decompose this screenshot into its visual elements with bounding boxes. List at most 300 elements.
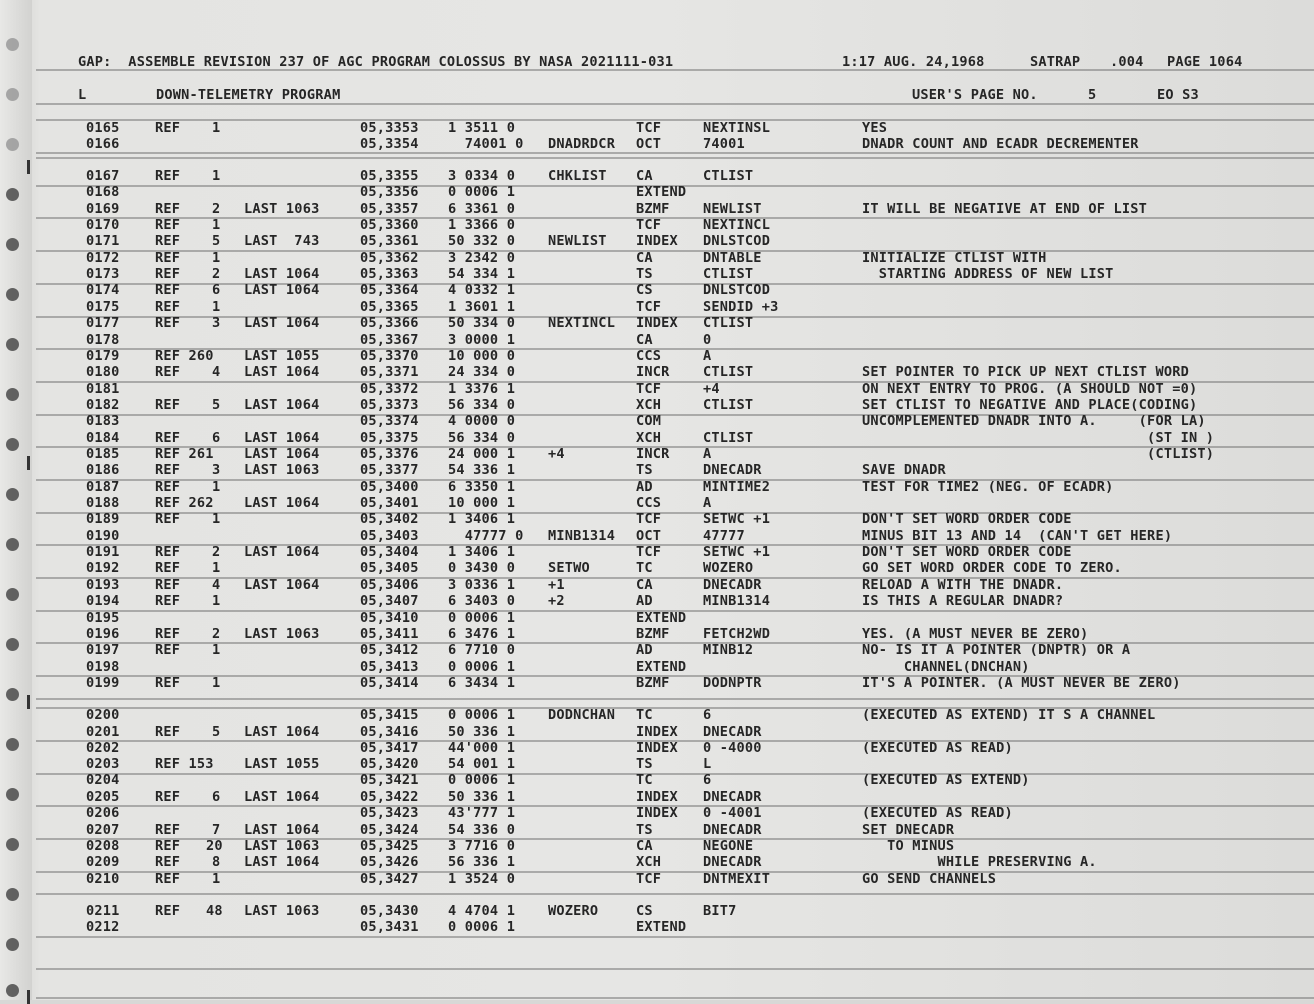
address: 05,3425 bbox=[360, 838, 419, 854]
operand: +4 bbox=[703, 381, 720, 397]
ref-count: REF bbox=[155, 511, 181, 527]
operand: A bbox=[703, 348, 712, 364]
comment: INITIALIZE CTLIST WITH bbox=[862, 250, 1047, 266]
object-code: 0 0006 1 bbox=[448, 659, 516, 675]
ref-number: 6 bbox=[212, 282, 221, 298]
line-number: 0206 bbox=[86, 805, 120, 821]
operand: DNECADR bbox=[703, 577, 762, 593]
ref-count: REF bbox=[155, 593, 181, 609]
ref-count: REF bbox=[155, 854, 181, 870]
opcode: OCT bbox=[636, 136, 662, 152]
label: NEWLIST bbox=[548, 233, 607, 249]
ref-number: 6 bbox=[212, 430, 221, 446]
comment: TEST FOR TIME2 (NEG. OF ECADR) bbox=[862, 479, 1114, 495]
object-code: 10 000 0 bbox=[448, 348, 516, 364]
opcode: TCF bbox=[636, 381, 662, 397]
address: 05,3423 bbox=[360, 805, 419, 821]
address: 05,3360 bbox=[360, 217, 419, 233]
address: 05,3414 bbox=[360, 675, 419, 691]
label: DNADRDCR bbox=[548, 136, 616, 152]
operand: CTLIST bbox=[703, 168, 754, 184]
comment: UNCOMPLEMENTED DNADR INTO A. (FOR LA) bbox=[862, 413, 1206, 429]
operand: MINTIME2 bbox=[703, 479, 771, 495]
object-code: 3 0334 0 bbox=[448, 168, 516, 184]
label: +1 bbox=[548, 577, 565, 593]
operand: DNLSTCOD bbox=[703, 282, 771, 298]
line-number: 0188 bbox=[86, 495, 120, 511]
address: 05,3403 bbox=[360, 528, 419, 544]
object-code: 54 336 1 bbox=[448, 462, 516, 478]
ref-count: REF bbox=[155, 282, 181, 298]
operand: A bbox=[703, 446, 712, 462]
comment: (EXECUTED AS READ) bbox=[862, 740, 1013, 756]
address: 05,3407 bbox=[360, 593, 419, 609]
comment: GO SEND CHANNELS bbox=[862, 871, 997, 887]
line-number: 0211 bbox=[86, 903, 120, 919]
last-ref: LAST 1055 bbox=[244, 756, 320, 772]
operand: 6 bbox=[703, 707, 712, 723]
comment: (EXECUTED AS EXTEND) bbox=[862, 772, 1030, 788]
header-line-2 bbox=[0, 87, 1199, 103]
operand: NEWLIST bbox=[703, 201, 762, 217]
line-number: 0171 bbox=[86, 233, 120, 249]
ref-count: REF bbox=[155, 675, 181, 691]
operand: MINB12 bbox=[703, 642, 754, 658]
address: 05,3356 bbox=[360, 184, 419, 200]
operand: L bbox=[703, 756, 712, 772]
ref-count: REF bbox=[155, 430, 181, 446]
line-number: 0178 bbox=[86, 332, 120, 348]
ref-number: 1 bbox=[212, 479, 221, 495]
operand: CTLIST bbox=[703, 397, 754, 413]
last-ref: LAST 1064 bbox=[244, 430, 320, 446]
ref-count: REF 262 bbox=[155, 495, 214, 511]
operand: 0 -4000 bbox=[703, 740, 762, 756]
operand: NEXTINSL bbox=[703, 120, 771, 136]
assembly-title: GAP: ASSEMBLE REVISION 237 OF AGC PROGRAM COLOSSUS BY NASA 2021111-031 bbox=[78, 54, 674, 70]
user-page-number: 5 bbox=[1088, 87, 1097, 103]
object-code: 0 0006 1 bbox=[448, 184, 516, 200]
address: 05,3426 bbox=[360, 854, 419, 870]
ref-count: REF bbox=[155, 168, 181, 184]
address: 05,3402 bbox=[360, 511, 419, 527]
object-code: 3 2342 0 bbox=[448, 250, 516, 266]
label: MINB1314 bbox=[548, 528, 616, 544]
comment: SET DNECADR bbox=[862, 822, 955, 838]
address: 05,3410 bbox=[360, 610, 419, 626]
ref-count: REF bbox=[155, 479, 181, 495]
last-ref: LAST 1064 bbox=[244, 282, 320, 298]
address: 05,3366 bbox=[360, 315, 419, 331]
line-number: 0198 bbox=[86, 659, 120, 675]
address: 05,3354 bbox=[360, 136, 419, 152]
address: 05,3374 bbox=[360, 413, 419, 429]
address: 05,3405 bbox=[360, 560, 419, 576]
comment: SAVE DNADR bbox=[862, 462, 946, 478]
label: DODNCHAN bbox=[548, 707, 616, 723]
line-number: 0200 bbox=[86, 707, 120, 723]
comment: ON NEXT ENTRY TO PROG. (A SHOULD NOT =0) bbox=[862, 381, 1198, 397]
operand: DODNPTR bbox=[703, 675, 762, 691]
opcode: AD bbox=[636, 593, 653, 609]
ref-count: REF bbox=[155, 822, 181, 838]
opcode: TCF bbox=[636, 217, 662, 233]
opcode: TS bbox=[636, 822, 653, 838]
ref-number: 1 bbox=[212, 299, 221, 315]
address: 05,3377 bbox=[360, 462, 419, 478]
ref-number: 1 bbox=[212, 511, 221, 527]
operand: 6 bbox=[703, 772, 712, 788]
ref-count: REF bbox=[155, 838, 181, 854]
operand: 47777 bbox=[703, 528, 745, 544]
object-code: 1 3376 1 bbox=[448, 381, 516, 397]
object-code: 50 336 1 bbox=[448, 789, 516, 805]
operand: CTLIST bbox=[703, 315, 754, 331]
address: 05,3417 bbox=[360, 740, 419, 756]
line-number: 0193 bbox=[86, 577, 120, 593]
operand: SETWC +1 bbox=[703, 511, 771, 527]
comment: WHILE PRESERVING A. bbox=[862, 854, 1097, 870]
line-number: 0199 bbox=[86, 675, 120, 691]
comment: (ST IN ) bbox=[862, 430, 1215, 446]
object-code: 1 3366 0 bbox=[448, 217, 516, 233]
ref-count: REF bbox=[155, 544, 181, 560]
object-code: 54 001 1 bbox=[448, 756, 516, 772]
opcode: CA bbox=[636, 838, 653, 854]
last-ref: LAST 1063 bbox=[244, 201, 320, 217]
last-ref: LAST 1063 bbox=[244, 903, 320, 919]
last-ref: LAST 1064 bbox=[244, 397, 320, 413]
last-ref: LAST 1064 bbox=[244, 315, 320, 331]
operand: DNTABLE bbox=[703, 250, 762, 266]
opcode: INDEX bbox=[636, 740, 678, 756]
address: 05,3430 bbox=[360, 903, 419, 919]
comment: YES. (A MUST NEVER BE ZERO) bbox=[862, 626, 1089, 642]
object-code: 3 0000 1 bbox=[448, 332, 516, 348]
opcode: TS bbox=[636, 756, 653, 772]
ref-number: 2 bbox=[212, 266, 221, 282]
opcode: INCR bbox=[636, 446, 670, 462]
comment: CHANNEL(DNCHAN) bbox=[862, 659, 1030, 675]
opcode: CCS bbox=[636, 348, 662, 364]
operand: FETCH2WD bbox=[703, 626, 771, 642]
line-number: 0168 bbox=[86, 184, 120, 200]
ref-number: 5 bbox=[212, 724, 221, 740]
section-flag: L bbox=[78, 87, 87, 103]
object-code: 54 336 0 bbox=[448, 822, 516, 838]
address: 05,3364 bbox=[360, 282, 419, 298]
ref-count: REF bbox=[155, 560, 181, 576]
opcode: TCF bbox=[636, 120, 662, 136]
object-code: 1 3406 1 bbox=[448, 511, 516, 527]
last-ref: LAST 1064 bbox=[244, 789, 320, 805]
ref-number: 1 bbox=[212, 642, 221, 658]
address: 05,3427 bbox=[360, 871, 419, 887]
label: SETWO bbox=[548, 560, 590, 576]
object-code: 50 334 0 bbox=[448, 315, 516, 331]
ref-count: REF bbox=[155, 250, 181, 266]
comment: IT WILL BE NEGATIVE AT END OF LIST bbox=[862, 201, 1148, 217]
object-code: 1 3601 1 bbox=[448, 299, 516, 315]
opcode: CA bbox=[636, 250, 653, 266]
ref-number: 4 bbox=[212, 364, 221, 380]
ref-number: 7 bbox=[212, 822, 221, 838]
last-ref: LAST 1063 bbox=[244, 838, 320, 854]
opcode: CA bbox=[636, 577, 653, 593]
opcode: TCF bbox=[636, 299, 662, 315]
address: 05,3355 bbox=[360, 168, 419, 184]
address: 05,3375 bbox=[360, 430, 419, 446]
object-code: 6 7710 0 bbox=[448, 642, 516, 658]
object-code: 10 000 1 bbox=[448, 495, 516, 511]
address: 05,3431 bbox=[360, 919, 419, 935]
line-number: 0167 bbox=[86, 168, 120, 184]
opcode: CA bbox=[636, 168, 653, 184]
ref-count: REF bbox=[155, 299, 181, 315]
object-code: 0 3430 0 bbox=[448, 560, 516, 576]
address: 05,3363 bbox=[360, 266, 419, 282]
address: 05,3400 bbox=[360, 479, 419, 495]
label: CHKLIST bbox=[548, 168, 607, 184]
line-number: 0202 bbox=[86, 740, 120, 756]
address: 05,3373 bbox=[360, 397, 419, 413]
comment: IT'S A POINTER. (A MUST NEVER BE ZERO) bbox=[862, 675, 1181, 691]
ref-number: 4 bbox=[212, 577, 221, 593]
ref-count: REF bbox=[155, 233, 181, 249]
ref-number: 3 bbox=[212, 462, 221, 478]
operand: SENDID +3 bbox=[703, 299, 779, 315]
line-number: 0203 bbox=[86, 756, 120, 772]
opcode: CA bbox=[636, 332, 653, 348]
ref-number: 1 bbox=[212, 871, 221, 887]
operand: NEGONE bbox=[703, 838, 754, 854]
line-number: 0181 bbox=[86, 381, 120, 397]
object-code: 44'000 1 bbox=[448, 740, 516, 756]
object-code: 4 4704 1 bbox=[448, 903, 516, 919]
operand: DNECADR bbox=[703, 724, 762, 740]
ref-number: 48 bbox=[206, 903, 223, 919]
object-code: 54 334 1 bbox=[448, 266, 516, 282]
line-number: 0169 bbox=[86, 201, 120, 217]
address: 05,3413 bbox=[360, 659, 419, 675]
ref-number: 2 bbox=[212, 544, 221, 560]
object-code: 0 0006 1 bbox=[448, 772, 516, 788]
object-code: 4 0000 0 bbox=[448, 413, 516, 429]
line-number: 0210 bbox=[86, 871, 120, 887]
ref-number: 2 bbox=[212, 201, 221, 217]
last-ref: LAST 1064 bbox=[244, 577, 320, 593]
ref-number: 6 bbox=[212, 789, 221, 805]
last-ref: LAST 1055 bbox=[244, 348, 320, 364]
opcode: TCF bbox=[636, 871, 662, 887]
opcode: TC bbox=[636, 772, 653, 788]
last-ref: LAST 1064 bbox=[244, 364, 320, 380]
line-number: 0179 bbox=[86, 348, 120, 364]
address: 05,3361 bbox=[360, 233, 419, 249]
opcode: INDEX bbox=[636, 805, 678, 821]
last-ref: LAST 1064 bbox=[244, 266, 320, 282]
operand: DNECADR bbox=[703, 854, 762, 870]
ref-count: REF bbox=[155, 315, 181, 331]
last-ref: LAST 1063 bbox=[244, 626, 320, 642]
ref-number: 1 bbox=[212, 593, 221, 609]
ref-number: 1 bbox=[212, 168, 221, 184]
comment: DON'T SET WORD ORDER CODE bbox=[862, 511, 1072, 527]
operand: A bbox=[703, 495, 712, 511]
opcode: EXTEND bbox=[636, 659, 687, 675]
last-ref: LAST 1064 bbox=[244, 724, 320, 740]
object-code: 0 0006 1 bbox=[448, 610, 516, 626]
ref-number: 1 bbox=[212, 120, 221, 136]
address: 05,3415 bbox=[360, 707, 419, 723]
ref-number: 8 bbox=[212, 854, 221, 870]
address: 05,3376 bbox=[360, 446, 419, 462]
ref-count: REF bbox=[155, 871, 181, 887]
comment: DON'T SET WORD ORDER CODE bbox=[862, 544, 1072, 560]
last-ref: LAST 1064 bbox=[244, 495, 320, 511]
address: 05,3421 bbox=[360, 772, 419, 788]
opcode: TS bbox=[636, 266, 653, 282]
address: 05,3370 bbox=[360, 348, 419, 364]
line-number: 0173 bbox=[86, 266, 120, 282]
address: 05,3353 bbox=[360, 120, 419, 136]
comment: IS THIS A REGULAR DNADR? bbox=[862, 593, 1064, 609]
opcode: INCR bbox=[636, 364, 670, 380]
comment: SET CTLIST TO NEGATIVE AND PLACE(CODING) bbox=[862, 397, 1198, 413]
line-number: 0207 bbox=[86, 822, 120, 838]
operand: MINB1314 bbox=[703, 593, 771, 609]
ref-count: REF 153 bbox=[155, 756, 214, 772]
opcode: BZMF bbox=[636, 626, 670, 642]
opcode: OCT bbox=[636, 528, 662, 544]
line-number: 0209 bbox=[86, 854, 120, 870]
ref-number: 1 bbox=[212, 217, 221, 233]
operand: 0 bbox=[703, 332, 712, 348]
line-number: 0186 bbox=[86, 462, 120, 478]
object-code: 6 3434 1 bbox=[448, 675, 516, 691]
line-number: 0190 bbox=[86, 528, 120, 544]
comment: GO SET WORD ORDER CODE TO ZERO. bbox=[862, 560, 1122, 576]
object-code: 3 0336 1 bbox=[448, 577, 516, 593]
object-code: 6 3403 0 bbox=[448, 593, 516, 609]
line-number: 0165 bbox=[86, 120, 120, 136]
line-number: 0180 bbox=[86, 364, 120, 380]
opcode: TS bbox=[636, 462, 653, 478]
object-code: 56 334 0 bbox=[448, 430, 516, 446]
label: NEXTINCL bbox=[548, 315, 616, 331]
line-number: 0183 bbox=[86, 413, 120, 429]
comment: (CTLIST) bbox=[862, 446, 1215, 462]
operand: CTLIST bbox=[703, 364, 754, 380]
line-number: 0175 bbox=[86, 299, 120, 315]
system-version: .004 bbox=[1110, 54, 1144, 70]
line-number: 0182 bbox=[86, 397, 120, 413]
object-code: 1 3511 0 bbox=[448, 120, 516, 136]
ref-count: REF bbox=[155, 577, 181, 593]
system-name: SATRAP bbox=[1030, 54, 1081, 70]
opcode: BZMF bbox=[636, 201, 670, 217]
page-number: PAGE 1064 bbox=[1167, 54, 1243, 70]
ref-count: REF bbox=[155, 626, 181, 642]
ref-count: REF bbox=[155, 266, 181, 282]
operand: BIT7 bbox=[703, 903, 737, 919]
label: +4 bbox=[548, 446, 565, 462]
ref-number: 1 bbox=[212, 560, 221, 576]
ref-number: 5 bbox=[212, 233, 221, 249]
comment: TO MINUS bbox=[862, 838, 955, 854]
opcode: TC bbox=[636, 560, 653, 576]
address: 05,3420 bbox=[360, 756, 419, 772]
opcode: EXTEND bbox=[636, 919, 687, 935]
line-number: 0208 bbox=[86, 838, 120, 854]
address: 05,3412 bbox=[360, 642, 419, 658]
object-code: 56 336 1 bbox=[448, 854, 516, 870]
line-number: 0172 bbox=[86, 250, 120, 266]
address: 05,3401 bbox=[360, 495, 419, 511]
last-ref: LAST 1064 bbox=[244, 822, 320, 838]
operand: NEXTINCL bbox=[703, 217, 771, 233]
line-number: 0197 bbox=[86, 642, 120, 658]
opcode: TCF bbox=[636, 544, 662, 560]
ref-count: REF bbox=[155, 397, 181, 413]
address: 05,3371 bbox=[360, 364, 419, 380]
last-ref: LAST 1064 bbox=[244, 854, 320, 870]
address: 05,3416 bbox=[360, 724, 419, 740]
operand: DNTMEXIT bbox=[703, 871, 771, 887]
ref-number: 3 bbox=[212, 315, 221, 331]
line-number: 0189 bbox=[86, 511, 120, 527]
last-ref: LAST 1064 bbox=[244, 544, 320, 560]
opcode: COM bbox=[636, 413, 662, 429]
comment: RELOAD A WITH THE DNADR. bbox=[862, 577, 1064, 593]
address: 05,3404 bbox=[360, 544, 419, 560]
opcode: XCH bbox=[636, 854, 662, 870]
operand: DNECADR bbox=[703, 462, 762, 478]
comment: (EXECUTED AS READ) bbox=[862, 805, 1013, 821]
object-code: 74001 0 bbox=[448, 136, 524, 152]
opcode: CS bbox=[636, 903, 653, 919]
comment: STARTING ADDRESS OF NEW LIST bbox=[862, 266, 1114, 282]
address: 05,3406 bbox=[360, 577, 419, 593]
opcode: INDEX bbox=[636, 789, 678, 805]
ref-count: REF 261 bbox=[155, 446, 214, 462]
ref-count: REF bbox=[155, 724, 181, 740]
opcode: XCH bbox=[636, 397, 662, 413]
object-code: 43'777 1 bbox=[448, 805, 516, 821]
object-code: 3 7716 0 bbox=[448, 838, 516, 854]
line-number: 0166 bbox=[86, 136, 120, 152]
opcode: AD bbox=[636, 642, 653, 658]
operand: DNECADR bbox=[703, 822, 762, 838]
operand: CTLIST bbox=[703, 430, 754, 446]
comment: YES bbox=[862, 120, 888, 136]
line-number: 0204 bbox=[86, 772, 120, 788]
address: 05,3422 bbox=[360, 789, 419, 805]
object-code: 1 3524 0 bbox=[448, 871, 516, 887]
opcode: AD bbox=[636, 479, 653, 495]
last-ref: LAST 1064 bbox=[244, 446, 320, 462]
line-number: 0191 bbox=[86, 544, 120, 560]
eo-code: EO S3 bbox=[1157, 87, 1199, 103]
section-title: DOWN-TELEMETRY PROGRAM bbox=[156, 87, 341, 103]
line-number: 0170 bbox=[86, 217, 120, 233]
ref-number: 20 bbox=[206, 838, 223, 854]
line-number: 0196 bbox=[86, 626, 120, 642]
last-ref: LAST 1063 bbox=[244, 462, 320, 478]
object-code: 56 334 0 bbox=[448, 397, 516, 413]
last-ref: LAST 743 bbox=[244, 233, 320, 249]
comment: NO- IS IT A POINTER (DNPTR) OR A bbox=[862, 642, 1131, 658]
